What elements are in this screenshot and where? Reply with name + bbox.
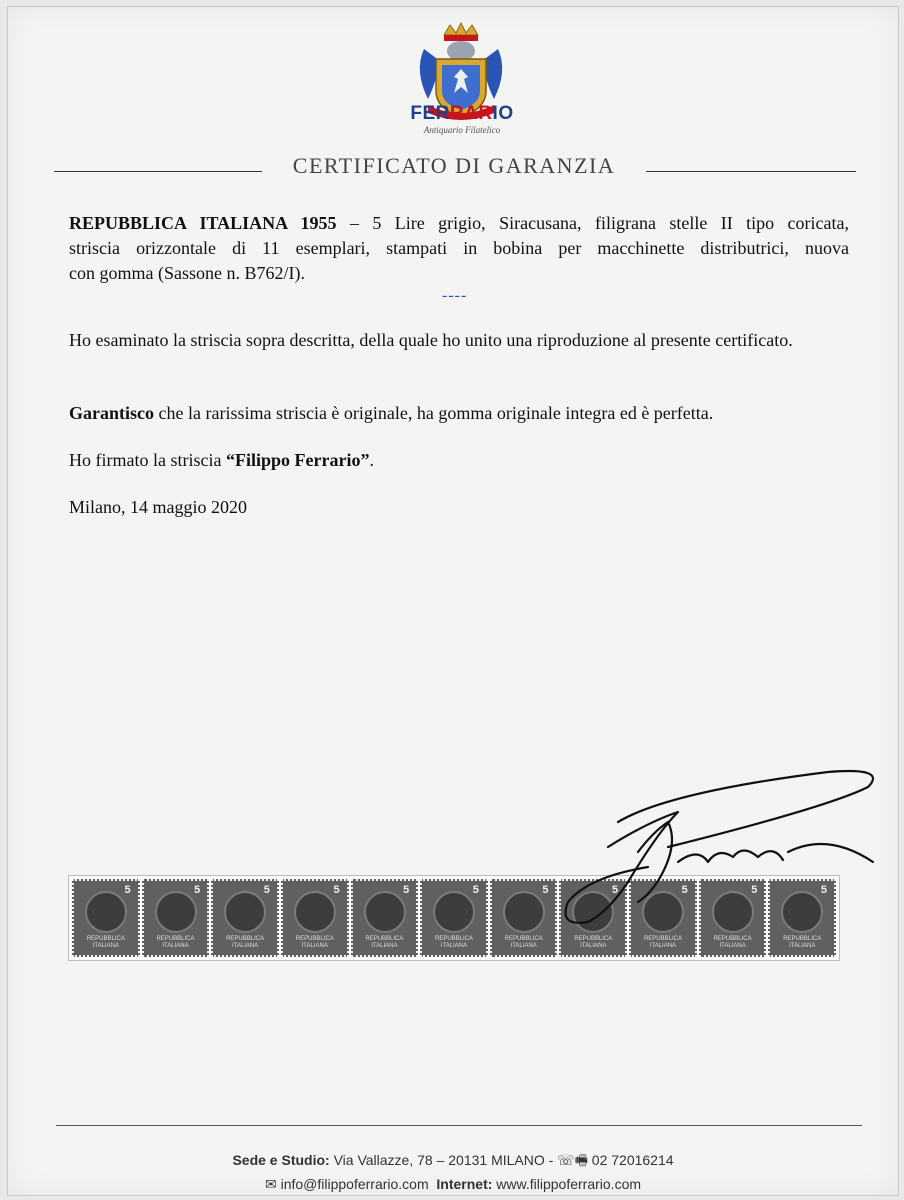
stamp-description	[69, 211, 849, 286]
siracusana-head-icon	[364, 891, 406, 933]
place-and-date: Milano, 14 maggio 2020	[69, 497, 247, 517]
stamp-value: 5	[194, 884, 201, 896]
stamp-text: REPUBBLICA ITALIANA	[365, 936, 404, 949]
siracusana-head-icon	[433, 891, 475, 933]
stamp	[281, 879, 349, 957]
document-title: CERTIFICATO DI GARANZIA	[292, 153, 616, 178]
stamp-text: REPUBBLICA ITALIANA	[574, 936, 613, 949]
stamp-value: 5	[124, 884, 131, 896]
footer-email[interactable]: ✉ info@filippoferrario.com	[264, 1176, 429, 1192]
examined-paragraph: Ho esaminato la striscia sopra descritta, della quale ho unito una riproduzione al presente certificato.	[69, 330, 793, 350]
handwritten-signature	[528, 752, 888, 942]
siracusana-head-icon	[294, 891, 336, 933]
siracusana-head-icon	[155, 891, 197, 933]
description-line-3: con gomma (Sassone n. B762/I).	[69, 263, 305, 283]
guarantee-paragraph: Garantisco che la rarissima striscia è originale, ha gomma originale integra ed è perfetta.	[69, 403, 714, 423]
stamp-text: REPUBBLICA ITALIANA	[226, 936, 265, 949]
stamp	[142, 879, 210, 957]
footer-rule	[56, 1125, 862, 1126]
title-rule-left	[54, 171, 262, 172]
title-rule-right	[646, 171, 856, 172]
siracusana-head-icon	[224, 891, 266, 933]
stamp	[420, 879, 488, 957]
stamp	[72, 879, 140, 957]
stamp-text: REPUBBLICA ITALIANA	[295, 936, 334, 949]
stamp-value: 5	[681, 884, 688, 896]
stamp	[351, 879, 419, 957]
stamp-text: REPUBBLICA ITALIANA	[86, 936, 125, 949]
stamp-value: 5	[333, 884, 340, 896]
stamp	[211, 879, 279, 957]
footer-contacts: ✉ info@filippoferrario.com Internet: www.filippoferrario.com	[264, 1176, 642, 1192]
title-row	[48, 153, 860, 183]
stamp-text: REPUBBLICA ITALIANA	[713, 936, 752, 949]
stamp-value: 5	[612, 884, 619, 896]
stamp-value: 5	[403, 884, 410, 896]
stamp-text: REPUBBLICA ITALIANA	[156, 936, 195, 949]
description-line-2: striscia orizzontale di 11 esemplari, stampati in bobina per macchinette distributrici, nuova	[69, 238, 849, 258]
stamp-text: REPUBBLICA ITALIANA	[504, 936, 543, 949]
stamp-value: 5	[820, 884, 828, 896]
signer-name: “Filippo Ferrario”	[225, 450, 370, 470]
brand-name: FERRARIO	[410, 103, 514, 124]
stamp-text: REPUBBLICA ITALIANA	[783, 936, 822, 949]
description-heading: REPUBBLICA ITALIANA 1955	[69, 213, 337, 233]
footer-website[interactable]: www.filippoferrario.com	[492, 1176, 642, 1192]
stamp-value: 5	[263, 884, 270, 896]
footer-address: Sede e Studio: Via Vallazze, 78 – 20131 MILANO - ☏🖷 02 72016214	[232, 1152, 674, 1168]
description-line-1: REPUBBLICA ITALIANA 1955 – 5 Lire grigio, Siracusana, filigrana stelle II tipo coricata,	[69, 213, 850, 233]
certificate-page	[7, 6, 899, 1196]
stamp-value: 5	[751, 884, 758, 896]
stamp-text: REPUBBLICA ITALIANA	[435, 936, 474, 949]
stamp-text: REPUBBLICA ITALIANA	[643, 936, 682, 949]
stamp-value: 5	[472, 884, 479, 896]
separator: ----	[442, 287, 468, 304]
signed-paragraph: Ho firmato la striscia “Filippo Ferrario”.	[69, 450, 374, 470]
brand-tagline: Antiquario Filatelico	[423, 125, 501, 135]
siracusana-head-icon	[85, 891, 127, 933]
stamp-value: 5	[542, 884, 549, 896]
